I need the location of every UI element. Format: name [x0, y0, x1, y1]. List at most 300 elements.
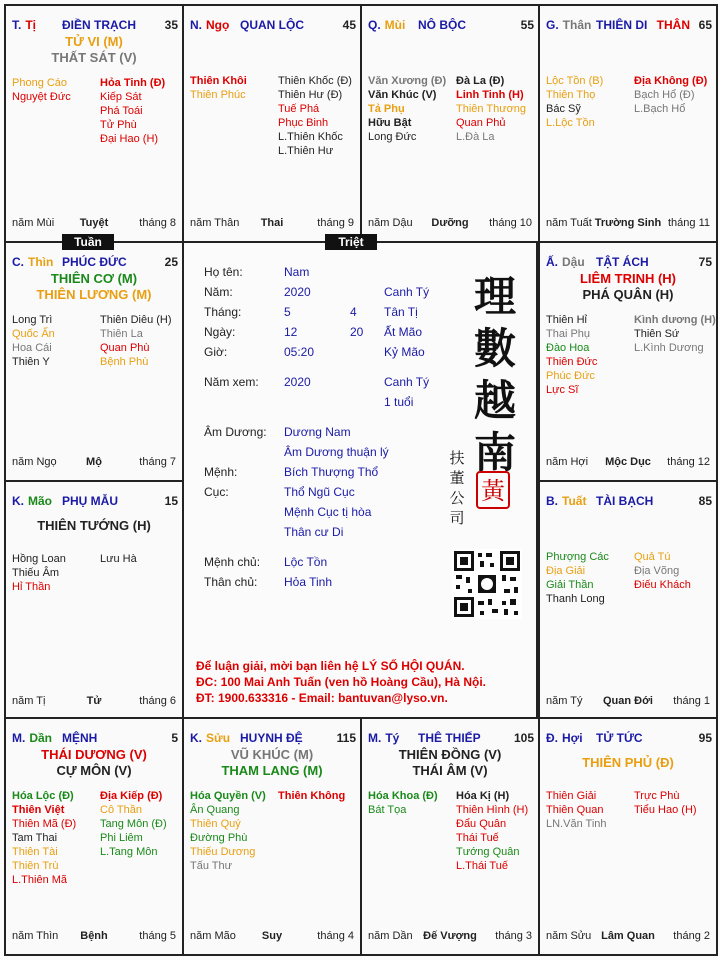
minor-star: Ân Quang — [190, 804, 240, 816]
calligraphy-small — [448, 448, 466, 528]
minor-stars-right — [634, 74, 707, 116]
luu-year: năm Thìn — [12, 930, 59, 942]
palace-header — [12, 731, 178, 747]
truong-sinh-stage: Trường Sinh — [594, 217, 662, 229]
main-stars — [6, 34, 182, 66]
main-stars — [540, 755, 716, 771]
truong-sinh-stage: Tuyệt — [79, 217, 109, 229]
can-chi — [368, 731, 399, 745]
minor-star: Thanh Long — [546, 593, 605, 605]
minor-star: Địa Võng — [634, 565, 680, 577]
main-star: CỰ MÔN (V) — [56, 763, 132, 778]
menh-value: Bích Thượng Thổ — [284, 465, 379, 479]
truong-sinh-stage: Mộc Dục — [605, 456, 651, 468]
minor-star: Văn Khúc (V) — [368, 89, 437, 101]
menh-chu-label: Mệnh chủ: — [204, 555, 261, 569]
cuc-label: Cục: — [204, 485, 229, 499]
cuc-3: Thân cư Di — [284, 525, 344, 539]
truong-sinh-stage: Quan Đới — [603, 695, 653, 707]
palace-cell-dau — [538, 241, 718, 482]
chi: Hợi — [562, 731, 583, 745]
minor-star: Giải Thần — [546, 579, 594, 591]
menh-label: Mệnh: — [204, 465, 238, 479]
cuc-1: Thổ Ngũ Cục — [284, 485, 355, 499]
minor-star: Hỉ Thần — [12, 581, 51, 593]
minor-star: Thiên Hư (Đ) — [278, 89, 343, 101]
main-stars — [6, 518, 182, 534]
chi: Ngọ — [206, 18, 230, 32]
ngay-label: Ngày: — [204, 325, 236, 339]
can: Ấ. — [546, 255, 558, 269]
dai-han-number: 75 — [698, 255, 712, 269]
truong-sinh-stage: Đế Vượng — [423, 930, 477, 942]
chi: Tị — [25, 18, 37, 32]
minor-star: Bệnh Phù — [100, 356, 149, 368]
menh-chu-value: Lộc Tồn — [284, 555, 328, 569]
minor-star: L.Thái Tuế — [456, 860, 508, 872]
palace-footer — [546, 930, 710, 944]
red-seal — [476, 471, 510, 509]
truong-sinh-stage: Mộ — [86, 456, 102, 468]
minor-star: Đẩu Quân — [456, 818, 507, 830]
can-chi — [546, 18, 591, 32]
cuc-2: Mệnh Cục tị hòa — [284, 505, 372, 519]
palace-header — [190, 731, 356, 747]
minor-star: Quan Phù — [100, 342, 150, 354]
chi: Tý — [385, 731, 400, 745]
minor-star: Thiên Hình (H) — [456, 804, 529, 816]
dai-han-number: 25 — [164, 255, 178, 269]
minor-star: Thiên Khốc (Đ) — [278, 75, 352, 87]
palace-cell-suu — [182, 717, 362, 956]
minor-star: Linh Tinh (H) — [456, 89, 524, 101]
can: C. — [12, 255, 24, 269]
minor-star: Đào Hoa — [546, 342, 590, 354]
ngay-can: Ất Mão — [384, 325, 423, 339]
palace-cell-hoi — [538, 717, 718, 956]
minor-star: Tướng Quân — [456, 846, 520, 858]
center-info-panel — [182, 241, 538, 719]
minor-star: Thiên Việt — [12, 804, 65, 816]
tuoi-value: 1 tuổi — [384, 395, 414, 409]
palace-cell-tuat — [538, 480, 718, 721]
can: K. — [12, 494, 24, 508]
can: M. — [12, 731, 26, 745]
truong-sinh-stage: Dưỡng — [431, 217, 469, 229]
minor-stars-right — [456, 74, 526, 144]
palace-name: PHỤ MẪU — [62, 494, 118, 508]
minor-star: L.Thiên Hư — [278, 145, 334, 157]
truong-sinh-stage: Suy — [261, 930, 283, 942]
minor-star: Hoa Cái — [12, 342, 52, 354]
minor-star: L.Đà La — [456, 131, 495, 143]
luu-year: năm Mão — [190, 930, 236, 942]
main-stars — [184, 747, 360, 779]
minor-star: Thái Tuế — [456, 832, 499, 844]
minor-star: Hỏa Tinh (Đ) — [100, 77, 166, 89]
luu-month: tháng 7 — [139, 456, 176, 468]
main-star: LIÊM TRINH (H) — [579, 271, 677, 286]
palace-footer — [546, 456, 710, 470]
main-star: THÁI ÂM (V) — [412, 763, 488, 778]
minor-stars-left — [368, 789, 438, 817]
luu-month: tháng 3 — [495, 930, 532, 942]
minor-stars-left — [12, 76, 71, 104]
can-chi — [12, 18, 36, 32]
luu-year: năm Dậu — [368, 217, 413, 229]
minor-star: Thiên Hỉ — [546, 314, 587, 326]
thang-label: Tháng: — [204, 305, 242, 319]
palace-header — [12, 255, 178, 271]
calligraphy-char-1: 理 — [473, 272, 516, 321]
luu-year: năm Thân — [190, 217, 240, 229]
luu-month: tháng 1 — [673, 695, 710, 707]
minor-stars-left — [546, 313, 597, 397]
minor-stars-right — [100, 76, 165, 146]
small-char-3: 公 — [449, 489, 465, 507]
minor-star: Long Đức — [368, 131, 417, 143]
minor-star: Địa Không (Đ) — [634, 75, 708, 87]
main-star: PHÁ QUÂN (H) — [582, 287, 674, 302]
minor-star: Địa Giải — [546, 565, 586, 577]
chi: Tuất — [562, 494, 587, 508]
main-star: THÁI DƯƠNG (V) — [41, 747, 147, 762]
luu-month: tháng 8 — [139, 217, 176, 229]
truong-sinh-stage: Bệnh — [80, 930, 108, 942]
minor-star: Kiếp Sát — [100, 91, 142, 103]
contact-line-3: ĐT: 1900.633316 - Email: bantuvan@lyso.vn. — [196, 691, 448, 705]
minor-star: Phục Binh — [278, 117, 329, 129]
minor-star: L.Thiên Khốc — [278, 131, 343, 143]
gio-value: 05:20 — [284, 345, 315, 359]
minor-star: Tử Phù — [100, 119, 137, 131]
minor-star: Thiên Thọ — [546, 89, 596, 101]
palace-name: HUYNH ĐỆ — [240, 731, 303, 745]
calligraphy-char-3: 越 — [473, 376, 516, 425]
can-chi — [546, 494, 586, 508]
minor-stars-right — [634, 789, 697, 817]
minor-stars-right — [100, 313, 172, 369]
chi: Dần — [29, 731, 53, 745]
contact-line-2: ĐC: 100 Mai Anh Tuấn (ven hồ Hoàng Cầu), Hà Nội. — [196, 675, 487, 689]
minor-star: Lộc Tồn (B) — [546, 75, 604, 87]
minor-star: Bát Tọa — [368, 804, 407, 816]
nam-xem-can: Canh Tý — [384, 375, 430, 389]
palace-footer — [12, 930, 176, 944]
palace-cell-ngo — [182, 4, 362, 243]
palace-header — [546, 255, 712, 271]
main-star: THIÊN TƯỚNG (H) — [37, 518, 151, 533]
palace-cell-thin — [4, 241, 184, 482]
minor-star: Hồng Loan — [12, 553, 66, 565]
minor-star: Thiên Sứ — [634, 328, 680, 340]
can: M. — [368, 731, 382, 745]
can-chi — [546, 255, 585, 269]
palace-name: MỆNH — [62, 731, 98, 745]
palace-header — [12, 18, 178, 34]
minor-star: Tiểu Hao (H) — [634, 804, 697, 816]
can: T. — [12, 18, 22, 32]
main-star: THIÊN ĐỒNG (V) — [398, 747, 502, 762]
minor-star: Thiên Trù — [12, 860, 59, 872]
minor-star: Đại Hao (H) — [100, 133, 159, 145]
palace-footer — [190, 217, 354, 231]
can: K. — [190, 731, 202, 745]
main-star: THIÊN CƠ (M) — [50, 271, 138, 286]
minor-star: L.Thiên Mã — [12, 874, 68, 886]
palace-header — [368, 18, 534, 34]
minor-star: Đường Phù — [190, 832, 248, 844]
minor-star: Thai Phụ — [546, 328, 591, 340]
nam-label: Năm: — [204, 285, 233, 299]
minor-star: L.Lộc Tồn — [546, 117, 595, 129]
calligraphy-main — [470, 271, 520, 479]
palace-cell-mao — [4, 480, 184, 721]
dai-han-number: 115 — [336, 731, 356, 745]
palace-footer — [546, 695, 710, 709]
luu-month: tháng 11 — [667, 217, 710, 229]
luu-month: tháng 5 — [139, 930, 176, 942]
minor-star: Thiên Diêu (H) — [100, 314, 172, 326]
gio-label: Giờ: — [204, 345, 228, 359]
minor-star: Thiếu Âm — [12, 567, 60, 579]
palace-name: THÊ THIẾP — [418, 731, 481, 745]
minor-stars-right — [634, 550, 691, 592]
dai-han-number: 85 — [698, 494, 712, 508]
minor-star: Nguyệt Đức — [12, 91, 71, 103]
minor-stars-left — [190, 74, 247, 102]
palace-header — [546, 18, 712, 34]
qr-code[interactable] — [452, 549, 522, 619]
main-star: TỬ VI (M) — [65, 34, 123, 49]
minor-star: L.Tang Môn — [100, 846, 158, 858]
minor-star: Đà La (Đ) — [456, 75, 505, 87]
minor-star: L.Kình Dương — [634, 342, 704, 354]
ngay-value: 12 — [284, 325, 298, 339]
than-chu-label: Thân chủ: — [204, 575, 258, 589]
seal-char: 黃 — [481, 477, 505, 505]
truong-sinh-stage: Lâm Quan — [601, 930, 655, 942]
palace-cell-mui — [360, 4, 540, 243]
can-chi — [546, 731, 583, 745]
main-star: THAM LANG (M) — [221, 763, 323, 778]
minor-star: Tuế Phá — [278, 103, 320, 115]
palace-footer — [190, 930, 354, 944]
palace-footer — [12, 456, 176, 470]
minor-star: Thiên Đức — [546, 356, 598, 368]
minor-stars-left — [546, 550, 609, 606]
am-duong-1: Dương Nam — [284, 425, 351, 439]
palace-footer — [546, 217, 710, 231]
luu-year: năm Tý — [546, 695, 583, 707]
minor-star: Quan Phủ — [456, 117, 506, 129]
minor-star: Phượng Các — [546, 551, 609, 563]
chi: Sửu — [206, 731, 231, 745]
small-char-4: 司 — [449, 509, 465, 527]
minor-star: Thiên Khôi — [190, 75, 247, 87]
calligraphy-char-2: 數 — [473, 324, 516, 373]
can-chi — [12, 255, 53, 269]
am-duong-label: Âm Dương: — [204, 425, 267, 439]
main-stars — [6, 271, 182, 303]
palace-cell-dan — [4, 717, 184, 956]
thang-can: Tân Tị — [384, 305, 418, 319]
palace-cell-than — [538, 4, 718, 243]
thang-value: 5 — [284, 305, 291, 319]
minor-star: Kình dương (H) — [634, 314, 716, 326]
minor-star: Thiếu Dương — [190, 846, 256, 858]
can: B. — [546, 494, 558, 508]
palace-name: TÀI BẠCH — [596, 494, 654, 508]
truong-sinh-stage: Tử — [86, 695, 102, 707]
luu-year: năm Sửu — [546, 930, 592, 942]
minor-star: Tấu Thư — [190, 860, 233, 872]
minor-star: Tang Môn (Đ) — [100, 818, 167, 830]
minor-stars-right — [456, 789, 528, 873]
minor-star: Phúc Đức — [546, 370, 595, 382]
gio-can: Kỷ Mão — [384, 345, 425, 359]
minor-star: Bạch Hổ (Đ) — [634, 89, 695, 101]
minor-star: Địa Kiếp (Đ) — [100, 790, 163, 802]
main-star: VŨ KHÚC (M) — [230, 747, 314, 762]
contact-line-1: Để luận giải, mời bạn liên hệ LÝ SỐ HỘI QUÁN. — [196, 659, 465, 673]
luu-year: năm Mùi — [12, 217, 55, 229]
chi: Dậu — [562, 255, 585, 269]
nam-can: Canh Tý — [384, 285, 430, 299]
minor-star: Quốc Ấn — [12, 328, 55, 340]
palace-footer — [368, 930, 532, 944]
minor-star: L.Bạch Hổ — [634, 103, 686, 115]
dai-han-number: 105 — [513, 731, 534, 745]
can-chi — [12, 494, 52, 508]
main-star: THẤT SÁT (V) — [51, 50, 137, 65]
minor-stars-right — [100, 789, 167, 859]
ho-ten-value: Nam — [284, 265, 310, 279]
minor-star: Phá Toái — [100, 105, 143, 117]
minor-star: Hóa Kị (H) — [456, 790, 510, 802]
palace-name: QUAN LỘC — [240, 18, 304, 32]
dai-han-number: 15 — [164, 494, 178, 508]
minor-stars-right — [278, 74, 352, 158]
minor-stars-left — [12, 313, 55, 369]
can: G. — [546, 18, 559, 32]
palace-name: PHÚC ĐỨC — [62, 255, 127, 269]
can: Q. — [368, 18, 381, 32]
minor-star: Lưu Hà — [100, 553, 137, 565]
minor-star: Phong Cáo — [12, 77, 68, 89]
luu-year: năm Tuất — [546, 217, 592, 229]
luu-month: tháng 4 — [317, 930, 354, 942]
palace-cell-ty — [4, 4, 184, 243]
minor-star: Thiên Quan — [546, 804, 604, 816]
chi: Mùi — [384, 18, 406, 32]
small-char-1: 扶 — [449, 449, 465, 467]
truong-sinh-stage: Thai — [260, 217, 284, 229]
thang-am: 4 — [350, 305, 357, 319]
minor-star: Tam Thai — [12, 832, 58, 844]
minor-star: Cô Thần — [100, 804, 142, 816]
minor-star: Thiên Giải — [546, 790, 597, 802]
am-duong-2: Âm Dương thuận lý — [284, 445, 389, 459]
minor-star: Thiên Thương — [456, 103, 527, 115]
than-chu-value: Hỏa Tinh — [284, 575, 333, 589]
than-marker: THÂN — [656, 18, 690, 32]
tuan-tag: Tuần — [62, 234, 114, 250]
small-char-2: 董 — [449, 469, 465, 487]
minor-star: LN.Văn Tinh — [546, 818, 607, 830]
luu-year: năm Tị — [12, 695, 46, 707]
minor-star: Thiên La — [100, 328, 143, 340]
luu-year: năm Dần — [368, 930, 413, 942]
palace-header — [546, 494, 712, 510]
calligraphy-char-4: 南 — [473, 428, 516, 477]
ngay-am: 20 — [350, 325, 364, 339]
nam-value: 2020 — [284, 285, 311, 299]
minor-stars-left — [546, 789, 607, 831]
ho-ten-label: Họ tên: — [204, 265, 243, 279]
can-chi — [368, 18, 405, 32]
minor-stars-left — [12, 789, 76, 887]
minor-stars-right — [100, 552, 137, 566]
palace-header — [368, 731, 534, 747]
main-star: THIÊN PHỦ (Đ) — [582, 755, 674, 770]
minor-star: Trực Phù — [634, 790, 680, 802]
main-stars — [362, 747, 538, 779]
palace-name: TẬT ÁCH — [596, 255, 649, 269]
minor-star: Phi Liêm — [100, 832, 143, 844]
minor-stars-left — [190, 789, 266, 873]
minor-star: Thiên Y — [12, 356, 50, 368]
can: Đ. — [546, 731, 558, 745]
can: N. — [190, 18, 202, 32]
minor-star: Thiên Mã (Đ) — [12, 818, 77, 830]
palace-footer — [368, 217, 532, 231]
luu-year: năm Ngọ — [12, 456, 57, 468]
dai-han-number: 55 — [520, 18, 534, 32]
luu-month: tháng 12 — [667, 456, 710, 468]
minor-star: Bác Sỹ — [546, 103, 581, 115]
main-star: THIÊN LƯƠNG (M) — [36, 287, 152, 302]
chi: Thân — [562, 18, 592, 32]
dai-han-number: 35 — [164, 18, 178, 32]
chi: Thìn — [28, 255, 54, 269]
main-stars — [540, 271, 716, 303]
minor-stars-left — [12, 552, 66, 594]
dai-han-number: 5 — [171, 731, 178, 745]
minor-star: Thiên Quý — [190, 818, 241, 830]
palace-name: NÔ BỘC — [418, 18, 466, 32]
dai-han-number: 45 — [342, 18, 356, 32]
minor-star: Lực Sĩ — [546, 384, 579, 396]
palace-header — [12, 494, 178, 510]
minor-star: Văn Xương (Đ) — [368, 75, 447, 87]
luu-month: tháng 6 — [139, 695, 176, 707]
dai-han-number: 65 — [698, 18, 712, 32]
minor-star: Quả Tú — [634, 551, 671, 563]
dai-han-number: 95 — [698, 731, 712, 745]
palace-name: TỬ TỨC — [596, 731, 643, 745]
minor-stars-right — [278, 789, 345, 803]
minor-star: Tả Phụ — [368, 103, 405, 115]
minor-star: Hóa Quyền (V) — [190, 790, 266, 802]
palace-header — [190, 18, 356, 34]
nam-xem-label: Năm xem: — [204, 375, 259, 389]
luu-month: tháng 9 — [317, 217, 354, 229]
minor-star: Long Trì — [12, 314, 53, 326]
minor-star: Điếu Khách — [634, 579, 691, 591]
minor-stars-left — [546, 74, 603, 130]
palace-name: THIÊN DI — [596, 18, 648, 32]
